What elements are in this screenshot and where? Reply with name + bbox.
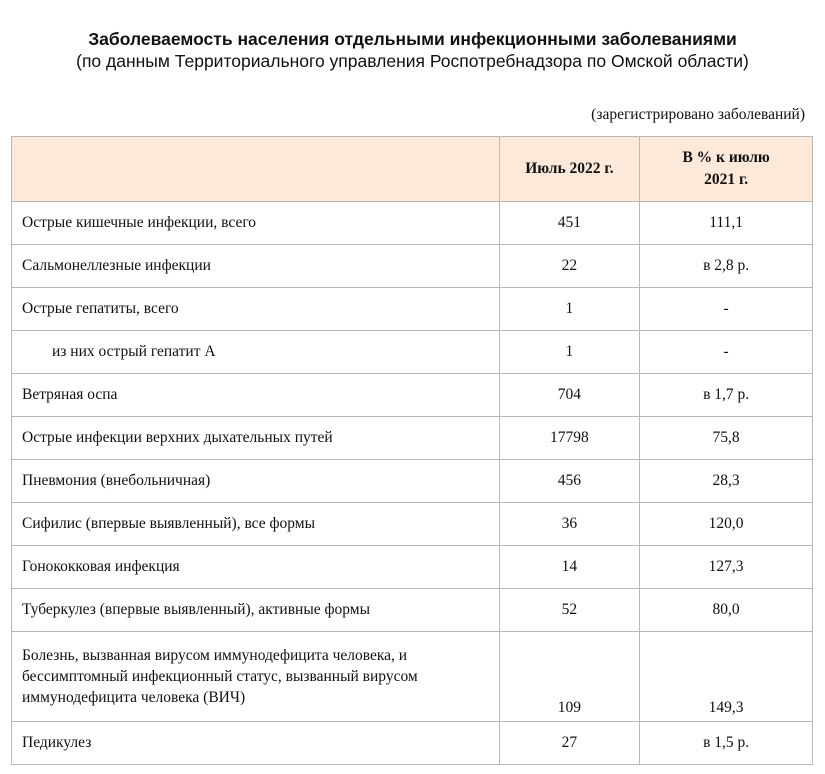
disease-name: Туберкулез (впервые выявленный), активные формы	[12, 589, 500, 632]
disease-name: Педикулез	[12, 722, 500, 765]
table-row	[12, 460, 813, 503]
disease-name-subitem: из них острый гепатит А	[12, 331, 500, 374]
july-2022-value: 451	[499, 202, 640, 245]
july-2022-value: 1	[499, 331, 640, 374]
incidence-table	[11, 136, 813, 765]
july-2022-value: 109	[499, 632, 640, 722]
disease-name: Пневмония (внебольничная)	[12, 460, 500, 503]
page-title: Заболеваемость населения отдельными инфекционными заболеваниями	[88, 29, 737, 49]
column-header-percent-text: В % к июлю 2021 г.	[682, 149, 770, 188]
table-header-row	[12, 137, 813, 202]
table-row	[12, 374, 813, 417]
july-2022-value: 456	[499, 460, 640, 503]
july-2022-value: 1	[499, 288, 640, 331]
percent-of-2021-value: 80,0	[640, 589, 813, 632]
july-2022-value: 52	[499, 589, 640, 632]
disease-name: Острые кишечные инфекции, всего	[12, 202, 500, 245]
table-row	[12, 245, 813, 288]
july-2022-value: 17798	[499, 417, 640, 460]
disease-name: Сальмонеллезные инфекции	[12, 245, 500, 288]
percent-of-2021-value: в 1,5 р.	[640, 722, 813, 765]
percent-of-2021-value: 28,3	[640, 460, 813, 503]
table-row	[12, 546, 813, 589]
column-header-july-2022: Июль 2022 г.	[499, 137, 640, 202]
percent-of-2021-value: 111,1	[640, 202, 813, 245]
column-header-disease	[12, 137, 500, 202]
table-row	[12, 288, 813, 331]
table-row	[12, 202, 813, 245]
july-2022-value: 36	[499, 503, 640, 546]
table-row	[12, 722, 813, 765]
disease-name: Гонококковая инфекция	[12, 546, 500, 589]
page-subtitle: (по данным Территориального управления Роспотребнадзора по Омской области)	[76, 51, 749, 71]
units-note: (зарегистрировано заболеваний)	[591, 106, 805, 123]
percent-of-2021-value: -	[640, 331, 813, 374]
table-row	[12, 589, 813, 632]
disease-name: Острые инфекции верхних дыхательных путей	[12, 417, 500, 460]
july-2022-value: 27	[499, 722, 640, 765]
table-row	[12, 331, 813, 374]
percent-of-2021-value: в 1,7 р.	[640, 374, 813, 417]
table-row	[12, 632, 813, 722]
july-2022-value: 704	[499, 374, 640, 417]
percent-of-2021-value: -	[640, 288, 813, 331]
table-row	[12, 417, 813, 460]
disease-name: Ветряная оспа	[12, 374, 500, 417]
disease-name: Сифилис (впервые выявленный), все формы	[12, 503, 500, 546]
percent-of-2021-value: в 2,8 р.	[640, 245, 813, 288]
table-row	[12, 503, 813, 546]
disease-name: Острые гепатиты, всего	[12, 288, 500, 331]
percent-of-2021-value: 127,3	[640, 546, 813, 589]
percent-of-2021-value: 120,0	[640, 503, 813, 546]
percent-of-2021-value: 149,3	[640, 632, 813, 722]
column-header-percent-2021	[640, 137, 813, 202]
percent-of-2021-value: 75,8	[640, 417, 813, 460]
july-2022-value: 22	[499, 245, 640, 288]
july-2022-value: 14	[499, 546, 640, 589]
disease-name: Болезнь, вызванная вирусом иммунодефицита человека, и бессимптомный инфекционный статус, вызванный вирусом иммунодефицита человека (ВИЧ)	[12, 632, 500, 722]
